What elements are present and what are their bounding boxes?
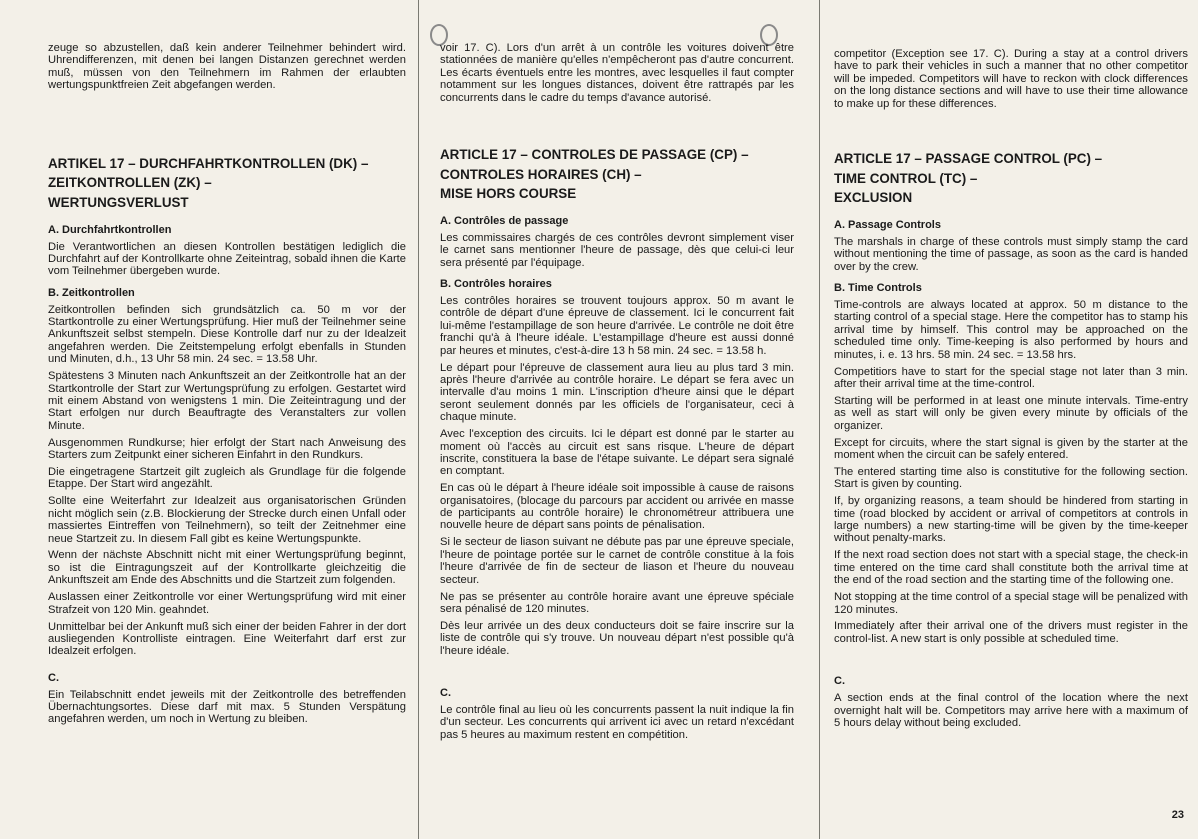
german-b-paragraph: Auslassen einer Zeitkontrolle vor einer Wertungsprüfung wird mit einer Strafzeit von 120 Min. geahndet.: [48, 591, 406, 616]
german-heading-line-2: ZEITKONTROLLEN (ZK) –: [48, 175, 212, 191]
french-b-paragraph: Les contrôles horaires se trouvent toujours approx. 50 m avant le contrôle de départ d'une épreuve de classement. Ici le concurrent fait lui-même l'estampillage de son heure d'arrivée. Le contrôle ne doit être franchi qu'à à l'heure idéale. L'estampillage d'heure est aussi donné par heures et minutes, c'est-à-dire 13 h 58 min. 24 sec. = 13.58 h.: [440, 295, 794, 357]
english-column: [834, 0, 1188, 734]
french-section-a-title: A. Contrôles de passage: [440, 215, 569, 228]
english-section-c-title: C.: [834, 675, 845, 688]
column-divider-right: [819, 0, 820, 839]
column-divider-left: [418, 0, 419, 839]
french-b-paragraph: Dès leur arrivée un des deux conducteurs doit se faire inscrire sur la liste de contrôle qui s'y trouve. Un nouveau départ n'est possible qu'à l'heure idéale.: [440, 619, 794, 657]
english-intro: competitor (Exception see 17. C). During a stay at a control drivers have to park their vehicles in such a manner that no other competitor will be impeded. Competitors will have to reckon with clock differences on the long distance sections and will have to use their time allowance to make up for these differences.: [834, 48, 1188, 110]
english-b-paragraph: Except for circuits, where the start signal is given by the starter at the moment when the circuit can be safely entered.: [834, 436, 1188, 462]
german-b-paragraph: Ausgenommen Rundkurse; hier erfolgt der Start nach Anweisung des Starters zum Zeitpunkt einer sicheren Einfahrt in den Rundkurs.: [48, 436, 406, 462]
french-heading-line-3: MISE HORS COURSE: [440, 186, 577, 202]
german-section-b-title: B. Zeitkontrollen: [48, 286, 135, 299]
french-b-paragraph: Avec l'exception des circuits. Ici le départ est donné par le starter au moment où l'accès au circuit est sans risque. L'heure de départ inscrite, constituera la base de l'étape suivante. Le départ sera signalé en comptant.: [440, 428, 794, 478]
german-column: [48, 0, 406, 730]
english-b-paragraph: If the next road section does not start with a special stage, the check-in time entered on the time card shall constitute both the arrival time at the end of the road section and the starting time of the following one.: [834, 549, 1188, 587]
german-b-paragraph: Zeitkontrollen befinden sich grundsätzlich ca. 50 m vor der Startkontrolle zu einer Wertungsprüfung. Hier muß der Teilnehmer seine Ankunftszeit selbst stempeln. Diese Kontrolle darf nur zu der Idealzeit angefahren werden. Die Zeitstempelung erfolgt ebenfalls in Stunden und Minuten, d.h., 13 Uhr 58 min. 24 sec. = 13.58 Uhr.: [48, 303, 406, 366]
english-section-b-title: B. Time Controls: [834, 282, 922, 295]
french-heading-line-2: CONTROLES HORAIRES (CH) –: [440, 166, 642, 182]
french-b-paragraph: Ne pas se présenter au contrôle horaire avant une épreuve spéciale sera pénalisé de 120 minutes.: [440, 590, 794, 615]
german-section-a-title: A. Durchfahrtkontrollen: [48, 223, 172, 236]
french-intro: voir 17. C). Lors d'un arrêt à un contrôle les voitures doivent être stationnées de manière qu'elles n'empêcheront pas d'autre concurrent. Les écarts éventuels entre les montres, avec lesquelles il faut compter notamment sur les longues distances, doivent être rattrapés par les concurrents dans le cadre du temps d'avance autorisé.: [440, 42, 794, 104]
german-heading-line-3: WERTUNGSVERLUST: [48, 194, 189, 210]
german-section-c-title: C.: [48, 671, 59, 684]
english-b-paragraph: Starting will be performed in at least one minute intervals. Time-entry as well as start will only be given every minute by officials of the organizer.: [834, 394, 1188, 432]
french-heading: [440, 147, 794, 201]
german-b-paragraph: Wenn der nächste Abschnitt nicht mit einer Wertungsprüfung beginnt, so ist die Eintragungszeit auf der Kontrollkarte gleichzeitig die Ankunftszeit am Ende des Abschnitts und die Startzeit zum folgenden.: [48, 549, 406, 587]
english-heading-line-3: EXCLUSION: [834, 190, 913, 206]
french-section-c-text: Le contrôle final au lieu où les concurrents passent la nuit indique la fin d'un secteur. Les concurrents qui arrivent ici avec un retard n'excédant pas 5 heures au maximum restent en compétition.: [440, 703, 794, 741]
german-b-paragraph: Spätestens 3 Minuten nach Ankunftszeit an der Zeitkontrolle hat an der Startkontrolle der Start zur Wertungsprüfung zu erfolgen. Gestartet wird mit einem Abstand von wenigstens 1 min. Die Zeiteintragung und der Start erfolgen nur durch Beauftragte des Veranstalters zur vollen Minute.: [48, 370, 406, 432]
english-heading-line-1: ARTICLE 17 – PASSAGE CONTROL (PC) –: [834, 151, 1103, 167]
german-b-paragraph: Unmittelbar bei der Ankunft muß sich einer der beiden Fahrer in der dort ausliegenden Kontrolliste eintragen. Eine Weiterfahrt darf erst zur Idealzeit erfolgen.: [48, 620, 406, 658]
french-b-paragraph: Si le secteur de liason suivant ne débute pas par une épreuve speciale, l'heure de pointage portée sur le carnet de contrôle constitue à la fois l'heure d'arrivée de fin de secteur de liason et l'heure du nouveau secteur.: [440, 536, 794, 586]
german-intro: zeuge so abzustellen, daß kein anderer Teilnehmer behindert wird. Uhrendifferenzen, mit denen bei langen Distanzen gerechnet werden muß, müssen von den Teilnehmern im Rahmen der erlaubten wertungspunktfreien Zeit abgefangen werden.: [48, 42, 406, 92]
german-b-paragraph: Sollte eine Weiterfahrt zur Idealzeit aus organisatorischen Gründen nicht möglich sein (z.B. Blockierung der Strecke durch einen Unfall oder massiertes Eintreffen von Teilnehmern), so teilt der Zeitnehmer eine neue Startzeit zu. In diesem Fall gibt es keine Wertungspunkte.: [48, 495, 406, 545]
english-heading-line-2: TIME CONTROL (TC) –: [834, 170, 978, 186]
french-section-b-title: B. Contrôles horaires: [440, 278, 552, 291]
english-b-paragraph: Not stopping at the time control of a special stage will be penalized with 120 minutes.: [834, 591, 1188, 616]
english-b-paragraph: If, by organizing reasons, a team should be hindered from starting in time (road blocked by accident or arrival of competitors at controls in large numbers) a new starting-time will be given by the time-keeper without penalty-marks.: [834, 495, 1188, 545]
french-heading-line-1: ARTICLE 17 – CONTROLES DE PASSAGE (CP) –: [440, 147, 749, 163]
english-b-paragraph: The entered starting time also is constitutive for the following section. Start is given by counting.: [834, 465, 1188, 491]
german-b-paragraph: Die eingetragene Startzeit gilt zugleich als Grundlage für die folgende Etappe. Der Start wird angezählt.: [48, 466, 406, 491]
german-section-a-text: Die Verantwortlichen an diesen Kontrollen bestätigen lediglich die Durchfahrt auf der Kontrollkarte ohne Zeiteintrag, sobald ihnen die Karte vom Teilnehmer übergeben wurde.: [48, 240, 406, 278]
english-b-paragraph: Competitiors have to start for the special stage not later than 3 min. after their arrival time at the time-control.: [834, 365, 1188, 390]
french-b-paragraph: En cas où le départ à l'heure idéale soit impossible à cause de raisons organisatoires, (blocage du parcours par accident ou arrivée en masse de participants au contrôle horaire) le chronométreur attribuera une nouvelle heure de départ sans points de pénalisation.: [440, 482, 794, 532]
french-b-paragraph: Le départ pour l'épreuve de classement aura lieu au plus tard 3 min. après l'heure d'arrivée au contrôle horaire. Le départ se fera avec un intervalle d'au moins 1 min. L'inscription d'heure ainsi que le départ seront seulement donnés par les officiels de l'organisateur, ceci à chaque minute.: [440, 361, 794, 424]
german-heading-line-1: ARTIKEL 17 – DURCHFAHRTKONTROLLEN (DK) –: [48, 155, 369, 171]
page-number: 23: [1171, 809, 1184, 821]
english-section-a-text: The marshals in charge of these controls must simply stamp the card without mentioning the time of passage, as soon as the card is handed over by the crew.: [834, 235, 1188, 273]
french-section-c-title: C.: [440, 687, 451, 700]
english-b-paragraph: Time-controls are always located at approx. 50 m distance to the starting control of a special stage. Here the competitor has to stamp his arrival time by himself. This control may be approached on the scheduled time only. Time-keeping is also performed by hours and minutes, i. e. 13 hrs. 58 min. 24 sec. = 13.58 hrs.: [834, 299, 1188, 361]
english-b-paragraph: Immediately after their arrival one of the drivers must register in the control-list. A new start is only possible at scheduled time.: [834, 620, 1188, 645]
english-heading: [834, 151, 1188, 205]
german-section-c-text: Ein Teilabschnitt endet jeweils mit der Zeitkontrolle des betreffenden Übernachtungsortes. Diese darf mit max. 5 Stunden Verspätung angefahren werden, um noch in Wertung zu bleiben.: [48, 688, 406, 726]
english-section-a-title: A. Passage Controls: [834, 219, 941, 232]
french-column: [440, 0, 794, 746]
english-section-c-text: A section ends at the final control of the location where the next overnight halt will be. Competitors may arrive here with a maximum of 5 hours delay without being excluded.: [834, 692, 1188, 729]
german-heading: [48, 156, 406, 210]
french-section-a-text: Les commissaires chargés de ces contrôles devront simplement viser le carnet sans mentionner l'heure de passage, dès que celui-ci leur sera présenté par l'équipage.: [440, 231, 794, 269]
